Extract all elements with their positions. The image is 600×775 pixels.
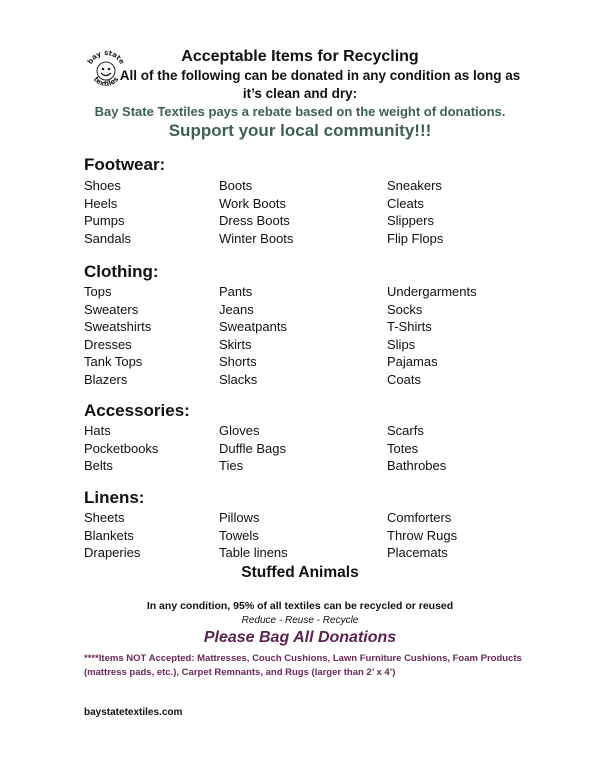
clothing-col-1 — [84, 283, 151, 389]
list-item: Blazers — [84, 371, 128, 387]
list-item: Scarfs — [387, 423, 424, 438]
svg-text:textiles: textiles — [91, 75, 121, 89]
footwear-col-1 — [84, 177, 131, 247]
list-item: Sweatpants — [219, 319, 287, 335]
list-item: Duffle Bags — [219, 440, 286, 456]
accessories-col-2 — [219, 422, 286, 475]
list-item: Totes — [387, 440, 419, 456]
clothing-heading: Clothing: — [84, 262, 159, 281]
footwear-col-2 — [219, 177, 293, 247]
list-item: Jeans — [219, 301, 254, 317]
list-item: T-Shirts — [387, 319, 432, 335]
list-item: Tops — [84, 284, 112, 299]
list-item: Dresses — [84, 336, 132, 352]
clothing-col-3 — [387, 283, 477, 389]
list-item: Blankets — [84, 527, 134, 543]
svg-text:bay state: bay state — [86, 49, 126, 66]
list-item: Table linens — [219, 545, 288, 561]
page-title: Acceptable Items for Recycling — [181, 48, 419, 65]
list-item: Flip Flops — [387, 230, 444, 246]
list-item: Shorts — [219, 354, 257, 370]
list-item: Pillows — [219, 510, 260, 525]
list-item: Socks — [387, 301, 423, 317]
list-item: Boots — [219, 178, 253, 193]
list-item: Towels — [219, 527, 259, 543]
list-item: Tank Tops — [84, 354, 143, 370]
list-item: Ties — [219, 458, 244, 474]
accessories-col-3 — [387, 422, 446, 475]
list-item: Work Boots — [219, 195, 286, 211]
list-item: Pajamas — [387, 354, 438, 370]
accessories-col-1 — [84, 422, 158, 475]
please-bag-notice: Please Bag All Donations — [203, 629, 397, 646]
linens-col-2 — [219, 509, 288, 562]
list-item: Cleats — [387, 195, 424, 211]
not-accepted-notice: ****Items NOT Accepted: Mattresses, Couch Cushions, Lawn Furniture Cushions, Foam Products (mattress pads, etc.), Carpet Remnants, and Rugs (larger than 2’ x 4’) — [84, 653, 522, 678]
list-item: Undergarments — [387, 284, 477, 299]
list-item: Slippers — [387, 213, 434, 229]
list-item: Sandals — [84, 230, 131, 246]
list-item: Sheets — [84, 510, 125, 525]
list-item: Pumps — [84, 213, 125, 229]
list-item: Sneakers — [387, 178, 442, 193]
list-item: Sweaters — [84, 301, 139, 317]
support-slogan: Support your local community!!! — [168, 121, 432, 140]
list-item: Pants — [219, 284, 253, 299]
list-item: Coats — [387, 371, 421, 387]
list-item: Shoes — [84, 178, 121, 193]
footwear-col-3 — [387, 177, 443, 247]
linens-col-3 — [387, 509, 457, 562]
list-item: Comforters — [387, 510, 452, 525]
linens-col-1 — [84, 509, 140, 562]
list-item: Winter Boots — [219, 230, 294, 246]
footwear-heading: Footwear: — [84, 155, 166, 174]
accessories-heading: Accessories: — [84, 401, 190, 420]
website-link[interactable]: baystatetextiles.com — [84, 707, 183, 718]
list-item: Dress Boots — [219, 213, 290, 229]
list-item: Skirts — [219, 336, 252, 352]
subtitle-line-1: All of the following can be donated in any condition as long as — [119, 68, 521, 83]
rebate-note: Bay State Textiles pays a rebate based on the weight of donations. — [94, 104, 506, 119]
reduce-reuse-recycle: Reduce - Reuse - Recycle — [241, 615, 359, 626]
stuffed-animals-heading: Stuffed Animals — [241, 564, 359, 581]
list-item: Belts — [84, 458, 113, 474]
list-item: Gloves — [219, 423, 260, 438]
list-item: Slacks — [219, 371, 258, 387]
list-item: Draperies — [84, 545, 141, 561]
subtitle-line-2: it’s clean and dry: — [242, 86, 358, 101]
list-item: Placemats — [387, 545, 448, 561]
list-item: Slips — [387, 336, 416, 352]
list-item: Sweatshirts — [84, 319, 152, 335]
list-item: Bathrobes — [387, 458, 447, 474]
list-item: Pocketbooks — [84, 440, 159, 456]
list-item: Throw Rugs — [387, 527, 458, 543]
list-item: Heels — [84, 195, 118, 211]
clothing-col-2 — [219, 283, 287, 389]
linens-heading: Linens: — [84, 488, 145, 507]
list-item: Hats — [84, 423, 111, 438]
recycle-statement: In any condition, 95% of all textiles can be recycled or reused — [146, 600, 454, 612]
